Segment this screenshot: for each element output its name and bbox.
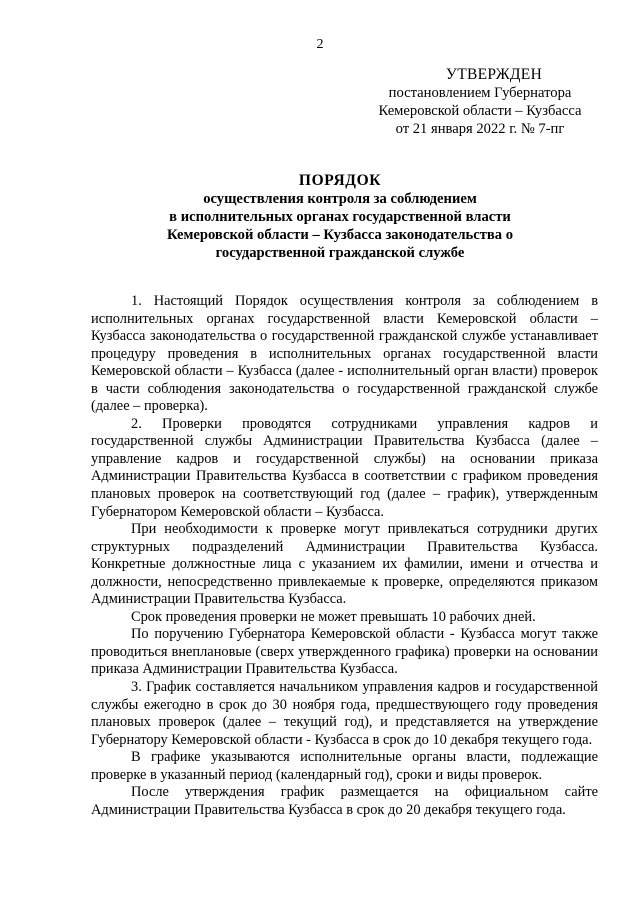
document-title — [100, 172, 580, 262]
paragraph-7: В графике указываются исполнительные органы власти, подлежащие проверке в указанный период (календарный год), сроки и виды проверок. — [91, 749, 598, 783]
document-body — [91, 293, 598, 819]
paragraph-4: Срок проведения проверки не может превышать 10 рабочих дней. — [131, 608, 536, 625]
title-heading: ПОРЯДОК — [298, 172, 382, 189]
paragraph-8: После утверждения график размещается на официальном сайте Администрации Правительства Кузбасса в срок до 20 декабря текущего года. — [91, 784, 598, 818]
title-line: осуществления контроля за соблюдением — [203, 191, 477, 207]
approval-line: постановлением Губернатора — [388, 85, 572, 101]
title-line: Кемеровской области – Кузбасса законодательства о — [166, 227, 514, 243]
page-number: 2 — [316, 37, 324, 52]
approval-line: Кемеровской области – Кузбасса — [378, 103, 582, 119]
approval-stamp: УТВЕРЖДЕН — [445, 66, 543, 83]
paragraph-6: 3. График составляется начальником управления кадров и государственной службы ежегодно в срок до 30 ноября года, предшествующего году проведения плановых проверок (далее – текущий год), и представляется на утверждение Губернатору Кемеровской области - Кузбасса в срок до 10 декабря текущего года. — [91, 679, 598, 748]
paragraph-1: 1. Настоящий Порядок осуществления контроля за соблюдением в исполнительных органах государственной власти Кемеровской области – Кузбасса законодательства о государственной гражданской службе устанавливает процедуру проведения в исполнительных органах государственной власти Кемеровской области – Кузбасса (далее - исполнительный орган власти) проверок в части соблюдения законодательства о государственной гражданской службе (далее – проверка). — [91, 293, 598, 415]
paragraph-5: По поручению Губернатора Кемеровской области - Кузбасса могут также проводиться внеплановые (сверх утвержденного графика) проверки на основании приказа Администрации Правительства Кузбасса. — [91, 626, 598, 678]
approval-line: от 21 января 2022 г. № 7-пг — [395, 121, 565, 137]
title-line: государственной гражданской службе — [215, 245, 465, 261]
title-line: в исполнительных органах государственной власти — [169, 209, 511, 225]
approval-block — [330, 66, 630, 138]
paragraph-2: 2. Проверки проводятся сотрудниками управления кадров и государственной службы Администрации Правительства Кузбасса (далее – управление кадров и государственной службы) на основании приказа Администрации Правительства Кузбасса в соответствии с графиком проведения плановых проверок на соответствующий год (далее – график), утвержденным Губернатором Кемеровской области – Кузбасса. — [91, 415, 598, 520]
paragraph-3: При необходимости к проверке могут привлекаться сотрудники других структурных подразделений Администрации Правительства Кузбасса. Конкретные должностные лица с указанием их фамилии, имени и отчества и должности, непосредственно привлекаемые к проверке, определяются приказом Администрации Правительства Кузбасса. — [91, 521, 598, 608]
